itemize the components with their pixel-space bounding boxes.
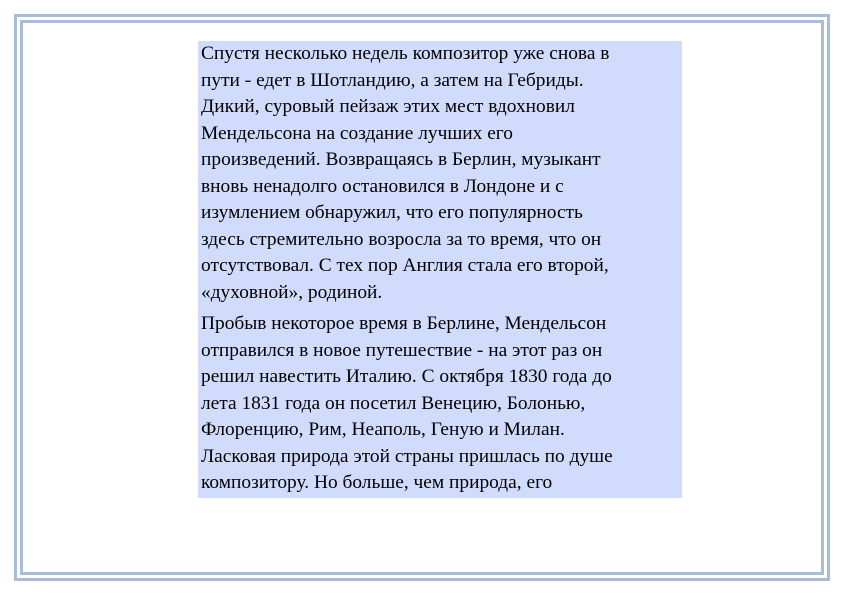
text-line: изумлением обнаружил, что его популярность bbox=[201, 202, 583, 223]
text-line: пути - едет в Шотландию, а затем на Гебриды. bbox=[201, 69, 584, 91]
text-line: здесь стремительно возросла за то время, что он bbox=[201, 228, 602, 250]
text-line: композитору. Но больше, чем природа, его bbox=[201, 472, 553, 493]
text-line: отправился в новое путешествие - на этот раз он bbox=[201, 339, 603, 361]
text-line: Пробыв некоторое время в Берлине, Мендельсон bbox=[201, 313, 607, 334]
text-line: лета 1831 года он посетил Венецию, Болонью, bbox=[201, 392, 586, 414]
text-line: Мендельсона на создание лучших его bbox=[201, 122, 513, 144]
text-line: отсутствовал. С тех пор Англия стала его второй, bbox=[201, 255, 609, 276]
paragraph-2 bbox=[201, 311, 682, 497]
text-line: Флоренцию, Рим, Неаполь, Геную и Милан. bbox=[201, 419, 565, 440]
text-line: «духовной», родиной. bbox=[201, 281, 383, 303]
text-line: вновь ненадолго остановился в Лондоне и с bbox=[201, 175, 564, 197]
text-box bbox=[198, 41, 682, 498]
text-line: произведений. Возвращаясь в Берлин, музыкант bbox=[201, 149, 601, 170]
text-line: Ласковая природа этой страны пришлась по душе bbox=[201, 445, 613, 467]
text-line: решил навестить Италию. С октября 1830 года до bbox=[201, 366, 612, 387]
text-line: Дикий, суровый пейзаж этих мест вдохновил bbox=[201, 96, 575, 117]
paragraph-1 bbox=[201, 41, 682, 306]
text-line: Спустя несколько недель композитор уже снова в bbox=[201, 43, 610, 64]
